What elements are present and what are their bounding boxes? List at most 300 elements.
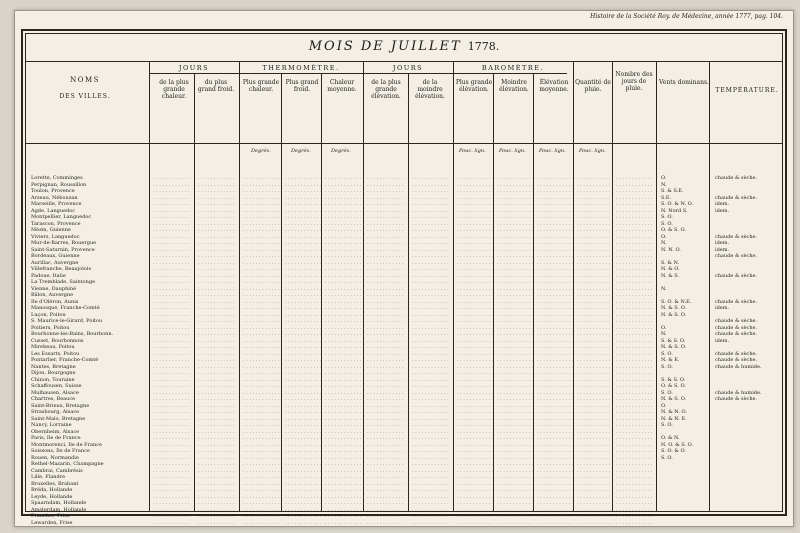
cell-leader: . . . . . . . . . . . . [497, 298, 534, 305]
cell-leader: . . . . . . . . . . . . [367, 415, 404, 422]
cell-leader: . . . . . . . . . . . . [367, 272, 404, 279]
cell-leader: . . . . . . . . . . . . [616, 233, 653, 240]
cell-leader: . . . . . . . . . . . . [616, 253, 653, 259]
cell-leader: . . . . . . . . . . . . [412, 396, 449, 402]
temperature-value: idem. [715, 240, 730, 246]
cell-leader: . . . . . . . . . . . . [325, 428, 362, 435]
cell-leader: . . . . . . . . . . . . [577, 415, 614, 422]
cell-leader: . . . . . . . . . . . . [537, 519, 574, 526]
cell-leader: . . . . . . . . . . . . [412, 363, 449, 370]
wind-value: S. O. [661, 350, 673, 357]
cell-leader: . . . . . . . . . . . . [616, 422, 653, 428]
cell-leader: . . . . . . . . . . . . [198, 194, 235, 201]
cell-leader: . . . . . . . . . . . . [457, 175, 494, 181]
cell-leader: . . . . . . . . . . . . [153, 383, 190, 389]
city-name: S. Maurice-le-Girard, Poitou [31, 318, 103, 324]
col-elevation-moyenne: Élévation moyenne. [539, 79, 569, 93]
cell-leader: . . . . . . . . . . . . [537, 487, 574, 493]
cell-leader: . . . . . . . . . . . . [497, 175, 534, 181]
cell-leader: . . . . . . . . . . . . [577, 298, 614, 305]
cell-leader: . . . . . . . . . . . . [243, 422, 280, 428]
cell-leader: . . . . . . . . . . . . [198, 259, 235, 266]
cell-leader: . . . . . . . . . . . . [616, 474, 653, 480]
cell-leader: . . . . . . . . . . . . [243, 175, 280, 181]
cell-leader: . . . . . . . . . . . . [497, 344, 534, 350]
cell-leader: . . . . . . . . . . . . [198, 279, 235, 285]
cell-leader: . . . . . . . . . . . . [285, 493, 322, 500]
cell-leader: . . . . . . . . . . . . [367, 324, 404, 331]
cell-leader: . . . . . . . . . . . . [285, 500, 322, 506]
cell-leader: . . . . . . . . . . . . [243, 428, 280, 435]
cell-leader: . . . . . . . . . . . . [412, 422, 449, 428]
temperature-value: idem. [715, 337, 730, 344]
cell-leader: . . . . . . . . . . . . [198, 201, 235, 207]
cell-leader: . . . . . . . . . . . . [497, 318, 534, 324]
cell-leader: . . . . . . . . . . . . [457, 214, 494, 220]
cell-leader: . . . . . . . . . . . . [577, 253, 614, 259]
cell-leader: . . . . . . . . . . . . [457, 415, 494, 422]
cell-leader: . . . . . . . . . . . . [457, 318, 494, 324]
cell-leader: . . . . . . . . . . . . [537, 253, 574, 259]
cell-leader: . . . . . . . . . . . . [198, 409, 235, 415]
cell-leader: . . . . . . . . . . . . [577, 402, 614, 409]
cell-leader: . . . . . . . . . . . . [497, 331, 534, 337]
cell-leader: . . . . . . . . . . . . [198, 389, 235, 396]
cell-leader: . . . . . . . . . . . . [577, 220, 614, 227]
cell-leader: . . . . . . . . . . . . [616, 396, 653, 402]
city-name: Spaarndam, Hollande [31, 500, 87, 506]
temperature-value: chaude & sèche. [715, 318, 758, 324]
cell-leader: . . . . . . . . . . . . [412, 253, 449, 259]
cell-leader: . . . . . . . . . . . . [153, 194, 190, 201]
cell-leader: . . . . . . . . . . . . [412, 311, 449, 318]
cell-leader: . . . . . . . . . . . . [537, 324, 574, 331]
cell-leader: . . . . . . . . . . . . [243, 298, 280, 305]
cell-leader: . . . . . . . . . . . . [537, 220, 574, 227]
cell-leader: . . . . . . . . . . . . [367, 383, 404, 389]
cell-leader: . . . . . . . . . . . . [412, 233, 449, 240]
cell-leader: . . . . . . . . . . . . [577, 285, 614, 292]
cell-leader: . . . . . . . . . . . . [412, 175, 449, 181]
wind-value: O. [661, 175, 667, 181]
cell-leader: . . . . . . . . . . . . [497, 350, 534, 357]
wind-value: N. & S. [661, 272, 680, 279]
city-name: Amsterdam, Hollande [31, 506, 87, 513]
cell-leader: . . . . . . . . . . . . [243, 493, 280, 500]
cell-leader: . . . . . . . . . . . . [616, 220, 653, 227]
cell-leader: . . . . . . . . . . . . [457, 519, 494, 526]
cell-leader: . . . . . . . . . . . . [198, 461, 235, 467]
wind-value: N. & S. O. [661, 396, 687, 402]
cell-leader: . . . . . . . . . . . . [537, 409, 574, 415]
cell-leader: . . . . . . . . . . . . [537, 402, 574, 409]
cell-leader: . . . . . . . . . . . . [412, 467, 449, 474]
cell-leader: . . . . . . . . . . . . [577, 279, 614, 285]
city-name: Les Essarts, Poitou [31, 350, 80, 357]
cell-leader: . . . . . . . . . . . . [577, 448, 614, 454]
cell-leader: . . . . . . . . . . . . [243, 448, 280, 454]
cell-leader: . . . . . . . . . . . . [285, 298, 322, 305]
cell-leader: . . . . . . . . . . . . [616, 441, 653, 448]
cell-leader: . . . . . . . . . . . . [285, 311, 322, 318]
cell-leader: . . . . . . . . . . . . [285, 227, 322, 233]
cell-leader: . . . . . . . . . . . . [497, 259, 534, 266]
wind-value: S. O. [661, 363, 673, 370]
cell-leader: . . . . . . . . . . . . [412, 181, 449, 188]
cell-leader: . . . . . . . . . . . . [243, 337, 280, 344]
wind-value: N. & N. E. [661, 415, 687, 422]
cell-leader: . . . . . . . . . . . . [153, 448, 190, 454]
cell-leader: . . . . . . . . . . . . [243, 233, 280, 240]
cell-leader: . . . . . . . . . . . . [153, 376, 190, 383]
cell-leader: . . . . . . . . . . . . [198, 480, 235, 487]
cell-leader: . . . . . . . . . . . . [537, 207, 574, 214]
cell-leader: . . . . . . . . . . . . [198, 428, 235, 435]
cell-leader: . . . . . . . . . . . . [497, 428, 534, 435]
cell-leader: . . . . . . . . . . . . [243, 201, 280, 207]
cell-leader: . . . . . . . . . . . . [285, 259, 322, 266]
cell-leader: . . . . . . . . . . . . [497, 474, 534, 480]
city-name: Saint-Brieux, Bretagne [31, 402, 90, 409]
cell-leader: . . . . . . . . . . . . [325, 194, 362, 201]
cell-leader: . . . . . . . . . . . . [198, 272, 235, 279]
cell-leader: . . . . . . . . . . . . [243, 188, 280, 194]
cell-leader: . . . . . . . . . . . . [497, 188, 534, 194]
cell-leader: . . . . . . . . . . . . [243, 181, 280, 188]
cell-leader: . . . . . . . . . . . . [198, 253, 235, 259]
cell-leader: . . . . . . . . . . . . [198, 448, 235, 454]
cell-leader: . . . . . . . . . . . . [616, 383, 653, 389]
cell-leader: . . . . . . . . . . . . [537, 480, 574, 487]
cell-leader: . . . . . . . . . . . . [153, 298, 190, 305]
cell-leader: . . . . . . . . . . . . [243, 415, 280, 422]
cell-leader: . . . . . . . . . . . . [616, 357, 653, 363]
cell-leader: . . . . . . . . . . . . [243, 259, 280, 266]
cell-leader: . . . . . . . . . . . . [577, 227, 614, 233]
cell-leader: . . . . . . . . . . . . [537, 370, 574, 376]
cell-leader: . . . . . . . . . . . . [616, 461, 653, 467]
cell-leader: . . . . . . . . . . . . [616, 259, 653, 266]
cell-leader: . . . . . . . . . . . . [577, 331, 614, 337]
cell-leader: . . . . . . . . . . . . [153, 422, 190, 428]
cell-leader: . . . . . . . . . . . . [497, 266, 534, 272]
cell-leader: . . . . . . . . . . . . [198, 285, 235, 292]
cell-leader: . . . . . . . . . . . . [325, 396, 362, 402]
cell-leader: . . . . . . . . . . . . [616, 305, 653, 311]
cell-leader: . . . . . . . . . . . . [243, 207, 280, 214]
wind-value: N. Nord S. [661, 207, 688, 214]
col-des-villes: DES VILLES. [59, 93, 111, 100]
cell-leader: . . . . . . . . . . . . [616, 363, 653, 370]
cell-leader: . . . . . . . . . . . . [577, 383, 614, 389]
header-rule-bottom [25, 143, 783, 144]
cell-leader: . . . . . . . . . . . . [497, 467, 534, 474]
col-nombre-jours-pluie: Nombre des jours de pluie. [615, 71, 653, 92]
cell-leader: . . . . . . . . . . . . [153, 441, 190, 448]
cell-leader: . . . . . . . . . . . . [243, 409, 280, 415]
cell-leader: . . . . . . . . . . . . [616, 402, 653, 409]
cell-leader: . . . . . . . . . . . . [497, 357, 534, 363]
cell-leader: . . . . . . . . . . . . [497, 207, 534, 214]
cell-leader: . . . . . . . . . . . . [457, 311, 494, 318]
cell-leader: . . . . . . . . . . . . [497, 201, 534, 207]
cell-leader: . . . . . . . . . . . . [367, 474, 404, 480]
city-name: Mézin, Guienne [31, 227, 71, 233]
temperature-value: chaude & sèche. [715, 175, 758, 181]
cell-leader: . . . . . . . . . . . . [243, 376, 280, 383]
wind-value: S. O. [661, 220, 673, 227]
cell-leader: . . . . . . . . . . . . [153, 435, 190, 441]
cell-leader: . . . . . . . . . . . . [325, 506, 362, 513]
cell-leader: . . . . . . . . . . . . [325, 487, 362, 493]
cell-leader: . . . . . . . . . . . . [497, 461, 534, 467]
cell-leader: . . . . . . . . . . . . [457, 370, 494, 376]
wind-value: S. O. & N. O. [661, 201, 694, 207]
cell-leader: . . . . . . . . . . . . [325, 441, 362, 448]
cell-leader: . . . . . . . . . . . . [537, 311, 574, 318]
cell-leader: . . . . . . . . . . . . [457, 279, 494, 285]
cell-leader: . . . . . . . . . . . . [243, 487, 280, 493]
cell-leader: . . . . . . . . . . . . [537, 292, 574, 298]
cell-leader: . . . . . . . . . . . . [412, 285, 449, 292]
cell-leader: . . . . . . . . . . . . [537, 506, 574, 513]
col-plus-grande-elevation: Plus grande élévation. [455, 79, 493, 93]
cell-leader: . . . . . . . . . . . . [325, 292, 362, 298]
cell-leader: . . . . . . . . . . . . [153, 506, 190, 513]
cell-leader: . . . . . . . . . . . . [616, 311, 653, 318]
cell-leader: . . . . . . . . . . . . [367, 292, 404, 298]
city-name: Mur-de-Barres, Rouergue [31, 240, 97, 246]
cell-leader: . . . . . . . . . . . . [412, 259, 449, 266]
cell-leader: . . . . . . . . . . . . [325, 474, 362, 480]
city-name: Montmorenci, Ile de France [31, 441, 102, 448]
cell-leader: . . . . . . . . . . . . [285, 513, 322, 519]
wind-value: S. O. [661, 422, 673, 428]
cell-leader: . . . . . . . . . . . . [457, 344, 494, 350]
cell-leader: . . . . . . . . . . . . [616, 285, 653, 292]
cell-leader: . . . . . . . . . . . . [457, 409, 494, 415]
cell-leader: . . . . . . . . . . . . [577, 500, 614, 506]
cell-leader: . . . . . . . . . . . . [537, 350, 574, 357]
cell-leader: . . . . . . . . . . . . [537, 227, 574, 233]
cell-leader: . . . . . . . . . . . . [198, 175, 235, 181]
wind-value: O. [661, 324, 667, 331]
cell-leader: . . . . . . . . . . . . [616, 389, 653, 396]
cell-leader: . . . . . . . . . . . . [198, 415, 235, 422]
cell-leader: . . . . . . . . . . . . [577, 266, 614, 272]
city-name: Montpellier, Languedoc [31, 214, 92, 220]
cell-leader: . . . . . . . . . . . . [243, 474, 280, 480]
wind-value: N. [661, 331, 667, 337]
cell-leader: . . . . . . . . . . . . [153, 227, 190, 233]
city-name: Lewarden, Frise [31, 519, 73, 526]
table-row [23, 520, 785, 527]
cell-leader: . . . . . . . . . . . . [537, 363, 574, 370]
cell-leader: . . . . . . . . . . . . [497, 220, 534, 227]
cell-leader: . . . . . . . . . . . . [616, 415, 653, 422]
unit-pouces-2: Pouc. lign. [499, 148, 526, 154]
cell-leader: . . . . . . . . . . . . [497, 311, 534, 318]
cell-leader: . . . . . . . . . . . . [198, 513, 235, 519]
cell-leader: . . . . . . . . . . . . [616, 214, 653, 220]
cell-leader: . . . . . . . . . . . . [153, 363, 190, 370]
wind-value: N. & N. O. [661, 409, 687, 415]
city-name: Cambrai, Cambrésis [31, 467, 83, 474]
cell-leader: . . . . . . . . . . . . [198, 207, 235, 214]
city-name: Leyde, Hollande [31, 493, 73, 500]
cell-leader: . . . . . . . . . . . . [497, 435, 534, 441]
cell-leader: . . . . . . . . . . . . [243, 461, 280, 467]
cell-leader: . . . . . . . . . . . . [153, 253, 190, 259]
cell-leader: . . . . . . . . . . . . [616, 493, 653, 500]
cell-leader: . . . . . . . . . . . . [153, 188, 190, 194]
cell-leader: . . . . . . . . . . . . [325, 285, 362, 292]
cell-leader: . . . . . . . . . . . . [497, 194, 534, 201]
temperature-value: chaude & sèche. [715, 357, 758, 363]
cell-leader: . . . . . . . . . . . . [285, 175, 322, 181]
cell-leader: . . . . . . . . . . . . [367, 175, 404, 181]
temperature-value: idem. [715, 246, 730, 253]
cell-leader: . . . . . . . . . . . . [198, 493, 235, 500]
cell-leader: . . . . . . . . . . . . [537, 422, 574, 428]
cell-leader: . . . . . . . . . . . . [616, 370, 653, 376]
cell-leader: . . . . . . . . . . . . [153, 292, 190, 298]
cell-leader: . . . . . . . . . . . . [577, 454, 614, 461]
cell-leader: . . . . . . . . . . . . [537, 259, 574, 266]
city-name: Rethel-Mazarin, Champagne [31, 461, 104, 467]
cell-leader: . . . . . . . . . . . . [367, 344, 404, 350]
cell-leader: . . . . . . . . . . . . [457, 474, 494, 480]
cell-leader: . . . . . . . . . . . . [616, 175, 653, 181]
cell-leader: . . . . . . . . . . . . [616, 181, 653, 188]
cell-leader: . . . . . . . . . . . . [153, 461, 190, 467]
cell-leader: . . . . . . . . . . . . [616, 448, 653, 454]
cell-leader: . . . . . . . . . . . . [616, 246, 653, 253]
cell-leader: . . . . . . . . . . . . [457, 435, 494, 441]
cell-leader: . . . . . . . . . . . . [412, 318, 449, 324]
title-month: MOIS DE JUILLET [308, 39, 462, 54]
cell-leader: . . . . . . . . . . . . [537, 389, 574, 396]
city-name: Obernheim, Alsace [31, 428, 80, 435]
unit-degres-1: Degrés. [251, 148, 271, 154]
cell-leader: . . . . . . . . . . . . [367, 201, 404, 207]
cell-leader: . . . . . . . . . . . . [198, 181, 235, 188]
cell-leader: . . . . . . . . . . . . [412, 266, 449, 272]
city-name: Padoue, Italie [31, 272, 66, 279]
cell-leader: . . . . . . . . . . . . [497, 513, 534, 519]
city-name: Nancy, Lorraine [31, 422, 72, 428]
cell-leader: . . . . . . . . . . . . [412, 246, 449, 253]
cell-leader: . . . . . . . . . . . . [153, 318, 190, 324]
cell-leader: . . . . . . . . . . . . [616, 331, 653, 337]
temperature-value: chaude & sèche. [715, 396, 758, 402]
cell-leader: . . . . . . . . . . . . [577, 337, 614, 344]
cell-leader: . . . . . . . . . . . . [497, 214, 534, 220]
cell-leader: . . . . . . . . . . . . [577, 240, 614, 246]
cell-leader: . . . . . . . . . . . . [153, 344, 190, 350]
cell-leader: . . . . . . . . . . . . [457, 428, 494, 435]
cell-leader: . . . . . . . . . . . . [285, 266, 322, 272]
cell-leader: . . . . . . . . . . . . [325, 357, 362, 363]
cell-leader: . . . . . . . . . . . . [285, 435, 322, 441]
cell-leader: . . . . . . . . . . . . [616, 435, 653, 441]
cell-leader: . . . . . . . . . . . . [577, 350, 614, 357]
cell-leader: . . . . . . . . . . . . [412, 370, 449, 376]
temperature-value: idem. [715, 201, 730, 207]
cell-leader: . . . . . . . . . . . . [325, 415, 362, 422]
cell-leader: . . . . . . . . . . . . [497, 448, 534, 454]
cell-leader: . . . . . . . . . . . . [577, 311, 614, 318]
cell-leader: . . . . . . . . . . . . [537, 415, 574, 422]
cell-leader: . . . . . . . . . . . . [285, 324, 322, 331]
cell-leader: . . . . . . . . . . . . [457, 487, 494, 493]
cell-leader: . . . . . . . . . . . . [537, 461, 574, 467]
cell-leader: . . . . . . . . . . . . [457, 402, 494, 409]
cell-leader: . . . . . . . . . . . . [577, 357, 614, 363]
cell-leader: . . . . . . . . . . . . [497, 337, 534, 344]
cell-leader: . . . . . . . . . . . . [243, 279, 280, 285]
cell-leader: . . . . . . . . . . . . [457, 337, 494, 344]
cell-leader: . . . . . . . . . . . . [616, 487, 653, 493]
cell-leader: . . . . . . . . . . . . [198, 454, 235, 461]
cell-leader: . . . . . . . . . . . . [285, 220, 322, 227]
cell-leader: . . . . . . . . . . . . [325, 402, 362, 409]
cell-leader: . . . . . . . . . . . . [325, 376, 362, 383]
cell-leader: . . . . . . . . . . . . [577, 305, 614, 311]
cell-leader: . . . . . . . . . . . . [153, 513, 190, 519]
group-jours-barometre: JOURS [392, 64, 424, 72]
city-name: Tarascon, Provence [31, 220, 81, 227]
cell-leader: . . . . . . . . . . . . [285, 188, 322, 194]
cell-leader: . . . . . . . . . . . . [537, 331, 574, 337]
cell-leader: . . . . . . . . . . . . [325, 233, 362, 240]
cell-leader: . . . . . . . . . . . . [285, 480, 322, 487]
cell-leader: . . . . . . . . . . . . [412, 428, 449, 435]
city-name: Bâlon, Auvergne [31, 292, 74, 298]
cell-leader: . . . . . . . . . . . . [457, 194, 494, 201]
cell-leader: . . . . . . . . . . . . [285, 422, 322, 428]
col-plus-grande-chaleur: Plus grande chaleur. [242, 79, 280, 93]
cell-leader: . . . . . . . . . . . . [243, 383, 280, 389]
cell-leader: . . . . . . . . . . . . [325, 181, 362, 188]
cell-leader: . . . . . . . . . . . . [285, 461, 322, 467]
cell-leader: . . . . . . . . . . . . [153, 214, 190, 220]
page-title [23, 39, 785, 54]
city-name: Arzeau, Nébouzan [31, 194, 78, 201]
cell-leader: . . . . . . . . . . . . [367, 448, 404, 454]
city-name: Saint-Malo, Bretagne [31, 415, 86, 422]
temperature-value: chaude & sèche. [715, 233, 758, 240]
city-name: Nantes, Bretagne [31, 363, 76, 370]
cell-leader: . . . . . . . . . . . . [537, 383, 574, 389]
cell-leader: . . . . . . . . . . . . [537, 428, 574, 435]
cell-leader: . . . . . . . . . . . . [325, 266, 362, 272]
cell-leader: . . . . . . . . . . . . [497, 285, 534, 292]
cell-leader: . . . . . . . . . . . . [412, 402, 449, 409]
table-frame [21, 29, 787, 526]
wind-value: O. & N. [661, 435, 680, 441]
cell-leader: . . . . . . . . . . . . [243, 266, 280, 272]
cell-leader: . . . . . . . . . . . . [153, 233, 190, 240]
cell-leader: . . . . . . . . . . . . [367, 350, 404, 357]
cell-leader: . . . . . . . . . . . . [497, 500, 534, 506]
cell-leader: . . . . . . . . . . . . [497, 415, 534, 422]
cell-leader: . . . . . . . . . . . . [367, 428, 404, 435]
cell-leader: . . . . . . . . . . . . [457, 350, 494, 357]
city-name: Agde, Languedoc [31, 207, 76, 214]
cell-leader: . . . . . . . . . . . . [325, 461, 362, 467]
cell-leader: . . . . . . . . . . . . [412, 240, 449, 246]
